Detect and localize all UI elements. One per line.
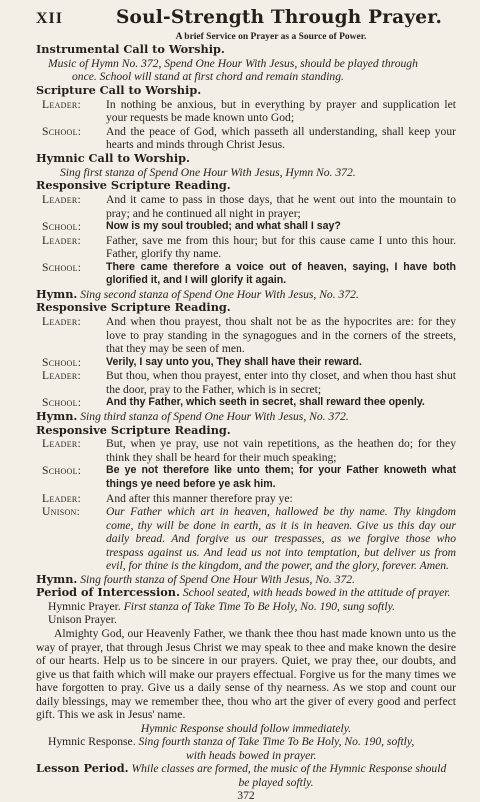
reading-text: In nothing be anxious, but in everything by prayer and supplication let your requests be made known unto God; xyxy=(106,97,456,125)
leader-line xyxy=(36,98,456,125)
instruction-line: Sing third stanza of Spend One Hour With Jesus, No. 372. xyxy=(80,410,349,424)
reading-text: Be ye not therefore like unto them; for your Father knoweth what things ye need before ye ask him. xyxy=(106,464,456,490)
section-heading: Hymnic Call to Worship. xyxy=(36,150,190,165)
hymn-section xyxy=(36,410,456,424)
section-heading: Instrumental Call to Worship. xyxy=(36,42,225,56)
hymnic-prayer-label: Hymnic Prayer. xyxy=(48,599,121,613)
reading-text: Father, save me from this hour; but for this cause came I unto this hour. Father, glorify thy name. xyxy=(106,233,456,261)
speaker-label: School: xyxy=(42,355,82,369)
responsive-reading-3 xyxy=(36,424,456,573)
school-line xyxy=(36,220,456,234)
prayer-text: Almighty God, our Heavenly Father, we thank thee thou hast made known unto us the way of prayer, that through Jesus Christ we may speak to thee and make known the desire of our hearts. Help us to be sincere in our prayers. Quiet, we pray thee, our doubts, and give us that faith which will make our prayers effectual. Forgive us for the many times we have forgotten to pray. Give us a daily sense of thy nearness. As we stop and count our daily blessings, may we remember thee, thou who art the giver of every good and perfect gift. This we ask in Jesus' name. xyxy=(36,627,456,722)
reading-text: And after this manner therefore pray ye: xyxy=(106,491,293,505)
reading-text: Now is my soul troubled; and what shall I say? xyxy=(106,220,341,233)
page-title: Soul-Strength Through Prayer. xyxy=(116,7,443,28)
reading-text: And thy Father, which seeth in secret, shall reward thee openly. xyxy=(106,396,425,409)
reading-text: And when thou prayest, thou shalt not be as the hypocrites are: for they love to pray standing in the synagogues and in the corners of the streets, that they may be seen of men. xyxy=(106,315,456,356)
reading-text: But, when ye pray, use not vain repetitions, as the heathen do; for they think they shall be heard for their much speaking; xyxy=(106,437,456,464)
speaker-label: Unison: xyxy=(42,505,81,519)
section-heading: Responsive Scripture Reading. xyxy=(36,422,231,437)
instruction-line: Hymnic Response should follow immediately. xyxy=(140,721,352,735)
speaker-label: Leader: xyxy=(42,193,82,207)
reading-text: Verily, I say unto you, They shall have their reward. xyxy=(106,355,362,368)
scripture-call-section xyxy=(36,84,456,152)
speaker-label: Leader: xyxy=(42,97,82,111)
school-line xyxy=(36,261,456,288)
unison-line xyxy=(36,505,456,573)
responsive-reading-1 xyxy=(36,179,456,288)
section-heading: Hymn. xyxy=(36,571,78,586)
speaker-label: School: xyxy=(42,220,82,234)
instruction-line: Sing fourth stanza of Take Time To Be Holy, No. 190, softly, xyxy=(138,735,415,749)
reading-text: And it came to pass in those days, that he went out into the mountain to pray; and he continued all night in prayer; xyxy=(106,193,456,220)
speaker-label: Leader: xyxy=(42,491,82,505)
leader-line xyxy=(36,315,456,356)
section-heading: Scripture Call to Worship. xyxy=(36,82,202,97)
leader-line xyxy=(36,437,456,464)
hymnal-page xyxy=(36,7,456,802)
instruction-line: Sing second stanza of Spend One Hour With Jesus, No. 372. xyxy=(80,287,359,301)
intercession-section xyxy=(36,586,456,762)
instruction-line: be played softly. xyxy=(238,776,314,790)
hymnic-response-label: Hymnic Response. xyxy=(48,735,136,749)
speaker-label: School: xyxy=(42,124,82,138)
instruction-line: with heads bowed in prayer. xyxy=(186,748,317,762)
section-heading: Responsive Scripture Reading. xyxy=(36,178,231,193)
instruction-line: Sing fourth stanza of Spend One Hour With Jesus, No. 372. xyxy=(80,572,355,586)
lesson-period-section xyxy=(36,762,456,789)
section-number: XII xyxy=(36,10,64,27)
school-line xyxy=(36,464,456,491)
school-line xyxy=(36,125,456,152)
page-header xyxy=(36,7,456,36)
speaker-label: Leader: xyxy=(42,233,82,247)
speaker-label: Leader: xyxy=(42,437,82,451)
speaker-label: School: xyxy=(42,396,82,410)
speaker-label: Leader: xyxy=(42,315,82,329)
speaker-label: Leader: xyxy=(42,369,82,383)
leader-line xyxy=(36,234,456,261)
responsive-reading-2 xyxy=(36,301,456,410)
instruction-line: First stanza of Take Time To Be Holy, No. 190, sung softly. xyxy=(123,599,395,613)
speaker-label: School: xyxy=(42,260,82,274)
section-heading: Lesson Period. xyxy=(36,761,129,776)
instrumental-call-section xyxy=(36,43,456,84)
section-heading: Period of Intercession. xyxy=(36,585,180,600)
instruction-line: once. School will stand at first chord and remain standing. xyxy=(72,70,344,84)
reading-text: There came therefore a voice out of heaven, saying, I have both glorified it, and I will glorify it again. xyxy=(106,260,456,287)
section-heading: Hymn. xyxy=(36,286,78,301)
hymnic-call-section xyxy=(36,152,456,179)
instruction-line: While classes are formed, the music of the Hymnic Response should xyxy=(131,762,447,776)
instruction-line: Sing first stanza of Spend One Hour With Jesus, Hymn No. 372. xyxy=(60,165,356,179)
section-heading: Hymn. xyxy=(36,409,78,424)
reading-text: And the peace of God, which passeth all understanding, shall keep your hearts and minds through Christ Jesus. xyxy=(106,124,456,152)
reading-text: But thou, when thou prayest, enter into thy closet, and when thou hast shut the door, pray to the Father, which is in secret; xyxy=(106,369,456,396)
hymn-section xyxy=(36,573,456,587)
lords-prayer-text: Our Father which art in heaven, hallowed be thy name. Thy kingdom come, thy will be done in earth, as it is in heaven. Give us this day our daily bread. And forgive us our trespasses, as we forgive those who trespass against us. And lead us not into temptation, but deliver us from evil, for thine is the kingdom, and the power, and the glory, forever. Amen. xyxy=(106,505,456,573)
hymn-section xyxy=(36,288,456,302)
school-line xyxy=(36,356,456,370)
school-line xyxy=(36,396,456,410)
page-subtitle: A brief Service on Prayer as a Source of Power. xyxy=(175,32,367,42)
unison-prayer-label: Unison Prayer. xyxy=(48,613,117,627)
leader-line xyxy=(36,193,456,220)
page-number: 372 xyxy=(237,788,255,802)
leader-line xyxy=(36,492,456,506)
speaker-label: School: xyxy=(42,464,82,478)
instruction-line: Music of Hymn No. 372, Spend One Hour With Jesus, should be played through xyxy=(48,56,418,70)
instruction-line: School seated, with heads bowed in the attitude of prayer. xyxy=(182,586,451,600)
section-heading: Responsive Scripture Reading. xyxy=(36,300,231,315)
leader-line xyxy=(36,369,456,396)
